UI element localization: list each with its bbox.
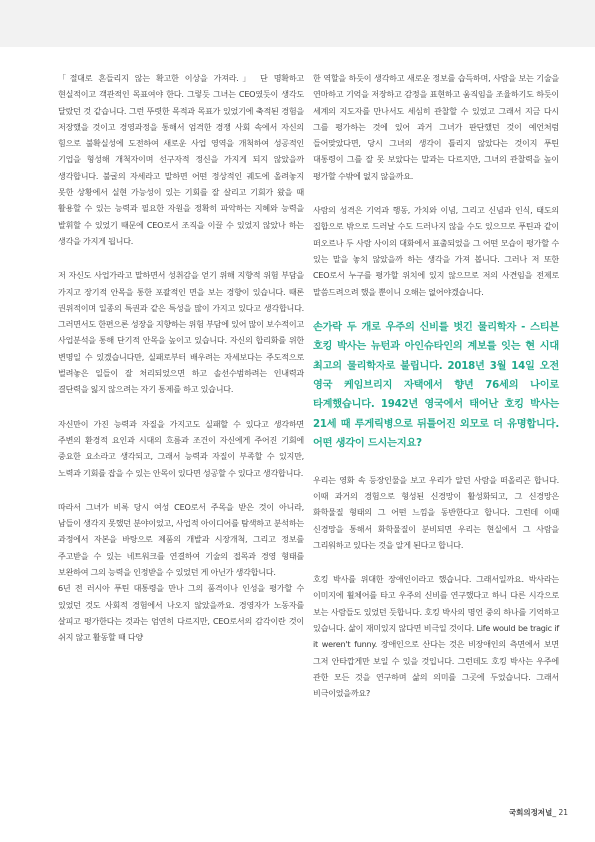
body-paragraph: 따라서 그녀가 비록 당시 여성 CEO로서 주목을 받은 것이 아니라, 남들이 생각지 못했던 분야이었고, 사업적 아이디어를 탐색하고 분석하는 과정에서 자본을 바탕으로 제품의 개발과 시장개척, 그리고 정보를 주고받을 수 있는 네트워크를 연결하여 기술의 접목과 경영 형태를 보완하여 그의 능력을 인정받을 수 있었던 게 아닌가 생각합니다. 6년 전 러시아 푸틴 대통령을 만나 그의 품격이나 인성을 평가할 수 있었던 것도 사회적 경험에서 나오지 않았을까요. 경영자가 노동자를 살피고 평가한다는 것과는 엄연히 다르지만, CEO로서의 감각이란 것이 쉬지 않고 활동할 때 다양 <box>58 501 304 643</box>
left-column <box>58 70 304 664</box>
body-paragraph: 한 역할을 하듯이 생각하고 새로운 정보를 습득하며, 사람을 보는 기술을 연마하고 기억을 저장하고 감정을 표현하고 움직임을 조율하기도 하듯이 세계의 지도자를 만나서도 세심히 관찰할 수 있었고 그래서 지금 다시 그를 평가하는 것에 있어 과거 그녀가 판단했던 것이 예언처럼 들어맞았다면, 당시 그녀의 생각이 틀리지 않았다는 것이지 푸틴 대통령이 그를 잘 못 보았다는 말과는 다르지만, 그녀의 관찰력을 높이 평가할 수밖에 없지 않을까요. <box>313 73 559 181</box>
page-number: 21 <box>558 808 568 817</box>
body-paragraph: 저 자신도 사업가라고 말하면서 성취감을 얻기 위해 지향적 위험 부담을 가지고 장기적 안목을 통한 포괄적인 면을 보는 경향이 있습니다. 때론 권위적이며 일종의 특권과 같은 특성을 많이 가지고 있다고 생각합니다. 그러면서도 한편으론 성장을 지향하는 위험 부담에 있어 많이 보수적이고 사업분석을 통해 단기적 안목을 높이고 있습니다. 자신의 합리화를 위한 변명일 수 있겠습니다만, 실패로부터 배우려는 자세보다는 주도적으로 벌려놓은 일들이 잘 처리되었으면 하고 솔선수범하려는 인내력과 결단력을 잃지 않으려는 자기 통제를 하고 있습니다. <box>58 270 304 395</box>
publication-name: 국회의정저널 <box>508 808 553 817</box>
body-paragraph: 자신만이 가진 능력과 자질을 가지고도 실패할 수 있다고 생각하면 주변의 환경적 요인과 시대의 흐름과 조건이 자신에게 주어진 기회에 중요한 요소라고 생각되고, 그래서 능력과 자질이 부족할 수 있지만, 노력과 기회를 잡을 수 있는 안목이 있다면 성공할 수 있다고 생각합니다. <box>58 418 304 478</box>
right-column <box>313 70 559 720</box>
body-paragraph: 호킹 박사를 위대한 장애인이라고 했습니다. 그래서일까요. 박사라는 이미지에 휠체어를 타고 우주의 신비를 연구했다고 하니 다른 시각으로 보는 사람들도 있었던 듯합니다. 호킹 박사의 명언 중의 하나를 기억하고 있습니다. 삶이 재미있지 않다면 비극일 것이다. Life would be tragic if it weren't funny. 장애인으로 산다는 것은 비장애인의 측면에서 보면 그저 안타깝게만 보일 수 있을 것입니다. 그런데도 호킹 박사는 우주에 관한 모든 것을 연구하며 삶의 의미를 그곳에 두었습니다. 그래서 비극이었을까요? <box>313 574 559 699</box>
body-paragraph: 우리는 영화 속 등장인물을 보고 우리가 알던 사람을 떠올리곤 합니다. 이때 과거의 경험으로 형성된 신경망이 활성화되고, 그 신경망은 화학물질 형태의 그 어떤 느낌을 동반한다고 합니다. 그런데 이때 신경망을 통해서 화학물질이 분비되면 우리는 현실에서 그 사람을 그리워하고 있다는 것을 알게 된다고 합니다. <box>313 474 559 550</box>
highlight-question: 손가락 두 개로 우주의 신비를 벗긴 물리학자 - 스티븐 호킹 박사는 뉴턴과 아인슈타인의 계보를 잇는 현 시대 최고의 물리학자로 불립니다. 2018년 3월 14일 오전 영국 케임브리지 자택에서 향년 76세의 나이로 타계했습니다. 1942년 영국에서 태어난 호킹 박사는 21세 때 루게릭병으로 뒤틀어진 외모로 더 유명합니다. 어떤 생각이 드시는지요? <box>313 321 559 450</box>
page-footer <box>509 807 568 818</box>
body-paragraph: 「절대로 흔들리지 않는 확고한 이상을 가져라.」 단 명확하고 현실적이고 객관적인 목표여야 한다. 그렇듯 그녀는 CEO였듯이 생각도 달랐던 것 같습니다. 그런 뚜렷한 목적과 목표가 있었기에 축적된 경험을 저장했을 것이고 경영과정을 통해서 엄격한 경쟁 사회 속에서 자신의 힘으로 불확실성에 도전하여 새로운 사업 영역을 개척하여 성공적인 기업을 형성해 개척자이며 선구자적 정신을 가지게 되지 않았을까 생각합니다. 불굴의 자세라고 말하면 어떤 정상적인 궤도에 올려놓지 못한 상황에서 실현 가능성이 있는 기회를 잘 살리고 기회가 왔을 때 활용할 수 있는 능력과 필요한 자원을 정확히 파악하는 지혜와 능력을 발휘할 수 있었기 때문에 CEO로서 조직을 이끌 수 있었지 않았나 하는 생각을 가지게 됩니다. <box>58 73 304 246</box>
header-band <box>0 0 595 47</box>
body-paragraph: 사람의 성격은 기억과 행동, 가치와 이념, 그리고 신념과 인식, 태도의 집합으로 밖으로 드러날 수도 드러나지 않을 수도 있으므로 푸틴과 같이 떠오르나 두 사람 사이의 대화에서 표출되었을 그 어떤 모습이 평가할 수 있는 말을 놓치 않았을까 하는 생각을 가져 봅니다. 그러나 저 또한 CEO로서 누구를 평가할 위치에 있지 않으므로 저의 사견임을 전제로 말씀드려으려 했을 뿐이니 오해는 없어야겠습니다. <box>313 205 559 297</box>
footer-separator: _ <box>552 808 557 817</box>
